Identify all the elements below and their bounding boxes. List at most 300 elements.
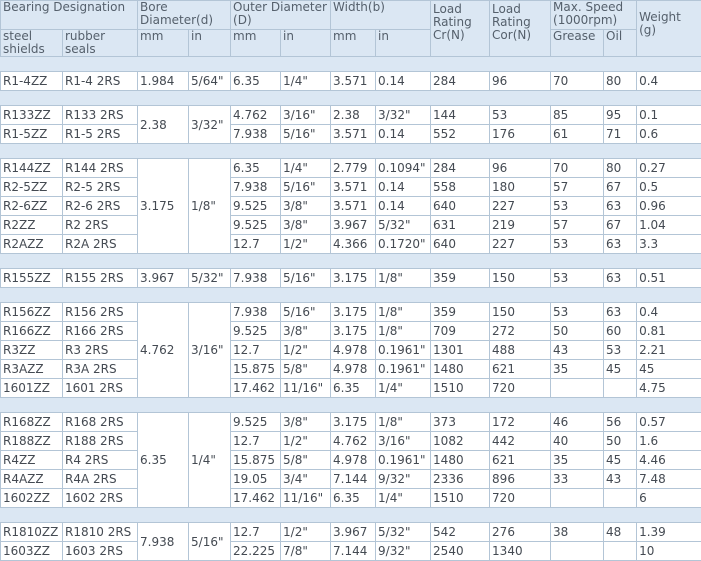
oil-cell: 80 bbox=[604, 159, 637, 178]
weight-cell: 4.75 bbox=[637, 379, 701, 398]
seal-cell: R2 2RS bbox=[63, 216, 138, 235]
seal-cell: R2-5 2RS bbox=[63, 178, 138, 197]
w-in-cell: 1/8" bbox=[376, 413, 431, 432]
od-mm-cell: 7.938 bbox=[231, 178, 281, 197]
seal-cell: R1-4 2RS bbox=[63, 72, 138, 91]
grease-cell: 53 bbox=[551, 197, 604, 216]
cor-cell: 621 bbox=[490, 451, 551, 470]
shield-cell: R2AZZ bbox=[1, 235, 63, 254]
header-weight: Weight (g) bbox=[637, 1, 701, 57]
cr-cell: 2540 bbox=[431, 542, 490, 561]
seal-cell: R166 2RS bbox=[63, 322, 138, 341]
oil-cell: 67 bbox=[604, 216, 637, 235]
w-mm-cell: 2.779 bbox=[331, 159, 376, 178]
seal-cell: 1603 2RS bbox=[63, 542, 138, 561]
cr-cell: 1480 bbox=[431, 451, 490, 470]
w-mm-cell: 2.38 bbox=[331, 106, 376, 125]
header-outer-diameter: Outer Diameter (D) bbox=[231, 1, 331, 30]
weight-cell: 0.81 bbox=[637, 322, 701, 341]
weight-cell: 0.1 bbox=[637, 106, 701, 125]
cr-cell: 1510 bbox=[431, 379, 490, 398]
od-mm-cell: 19.05 bbox=[231, 470, 281, 489]
w-in-cell: 3/16" bbox=[376, 432, 431, 451]
od-in-cell: 5/8" bbox=[281, 451, 331, 470]
header-width-mm: mm bbox=[331, 30, 376, 57]
group-spacer-row bbox=[1, 57, 701, 72]
table-row bbox=[1, 235, 701, 254]
od-mm-cell: 12.7 bbox=[231, 341, 281, 360]
w-mm-cell: 6.35 bbox=[331, 379, 376, 398]
od-in-cell: 1/4" bbox=[281, 159, 331, 178]
header-outer-in: in bbox=[281, 30, 331, 57]
cor-cell: 720 bbox=[490, 489, 551, 508]
table-row bbox=[1, 451, 701, 470]
w-in-cell: 0.14 bbox=[376, 197, 431, 216]
seal-cell: R156 2RS bbox=[63, 303, 138, 322]
table-row bbox=[1, 178, 701, 197]
group-spacer-row bbox=[1, 144, 701, 159]
w-in-cell: 0.1720" bbox=[376, 235, 431, 254]
weight-cell: 0.4 bbox=[637, 303, 701, 322]
shield-cell: R156ZZ bbox=[1, 303, 63, 322]
cr-cell: 373 bbox=[431, 413, 490, 432]
table-row bbox=[1, 379, 701, 398]
bore-mm-cell: 1.984 bbox=[138, 72, 189, 91]
od-in-cell: 3/4" bbox=[281, 470, 331, 489]
cor-cell: 176 bbox=[490, 125, 551, 144]
table-row bbox=[1, 216, 701, 235]
od-in-cell: 1/2" bbox=[281, 341, 331, 360]
od-mm-cell: 7.938 bbox=[231, 303, 281, 322]
cor-cell: 96 bbox=[490, 159, 551, 178]
header-bore-in: in bbox=[189, 30, 231, 57]
cr-cell: 1082 bbox=[431, 432, 490, 451]
grease-cell: 40 bbox=[551, 432, 604, 451]
shield-cell: R1-4ZZ bbox=[1, 72, 63, 91]
seal-cell: R1810 2RS bbox=[63, 523, 138, 542]
od-in-cell: 1/2" bbox=[281, 235, 331, 254]
cor-cell: 1340 bbox=[490, 542, 551, 561]
bore-mm-cell: 4.762 bbox=[138, 303, 189, 398]
w-mm-cell: 3.967 bbox=[331, 216, 376, 235]
od-in-cell: 1/2" bbox=[281, 432, 331, 451]
header-width: Width(b) bbox=[331, 1, 431, 30]
shield-cell: R2ZZ bbox=[1, 216, 63, 235]
header-max-speed: Max. Speed (1000rpm) bbox=[551, 1, 637, 30]
cor-cell: 896 bbox=[490, 470, 551, 489]
shield-cell: R166ZZ bbox=[1, 322, 63, 341]
grease-cell: 57 bbox=[551, 216, 604, 235]
shield-cell: R3AZZ bbox=[1, 360, 63, 379]
weight-cell: 2.21 bbox=[637, 341, 701, 360]
grease-cell bbox=[551, 542, 604, 561]
group-spacer-row bbox=[1, 508, 701, 523]
grease-cell: 38 bbox=[551, 523, 604, 542]
group-spacer bbox=[1, 508, 701, 523]
shield-cell: R144ZZ bbox=[1, 159, 63, 178]
bore-in-cell: 1/4" bbox=[189, 413, 231, 508]
table-row bbox=[1, 432, 701, 451]
header-oil: Oil bbox=[604, 30, 637, 57]
group-spacer-row bbox=[1, 91, 701, 106]
w-mm-cell: 4.978 bbox=[331, 341, 376, 360]
group-spacer-row bbox=[1, 398, 701, 413]
shield-cell: R1-5ZZ bbox=[1, 125, 63, 144]
cr-cell: 284 bbox=[431, 72, 490, 91]
weight-cell: 45 bbox=[637, 360, 701, 379]
seal-cell: 1601 2RS bbox=[63, 379, 138, 398]
grease-cell: 33 bbox=[551, 470, 604, 489]
seal-cell: R144 2RS bbox=[63, 159, 138, 178]
seal-cell: R3A 2RS bbox=[63, 360, 138, 379]
w-mm-cell: 7.144 bbox=[331, 542, 376, 561]
oil-cell: 63 bbox=[604, 235, 637, 254]
w-mm-cell: 4.978 bbox=[331, 360, 376, 379]
weight-cell: 1.39 bbox=[637, 523, 701, 542]
w-in-cell: 9/32" bbox=[376, 542, 431, 561]
od-mm-cell: 15.875 bbox=[231, 360, 281, 379]
cr-cell: 144 bbox=[431, 106, 490, 125]
seal-cell: R4A 2RS bbox=[63, 470, 138, 489]
od-mm-cell: 9.525 bbox=[231, 322, 281, 341]
cr-cell: 1510 bbox=[431, 489, 490, 508]
shield-cell: R4AZZ bbox=[1, 470, 63, 489]
grease-cell: 50 bbox=[551, 322, 604, 341]
grease-cell: 35 bbox=[551, 360, 604, 379]
od-in-cell: 5/8" bbox=[281, 360, 331, 379]
w-mm-cell: 3.175 bbox=[331, 413, 376, 432]
seal-cell: R155 2RS bbox=[63, 269, 138, 288]
weight-cell: 0.4 bbox=[637, 72, 701, 91]
oil-cell: 63 bbox=[604, 197, 637, 216]
oil-cell: 67 bbox=[604, 178, 637, 197]
w-in-cell: 0.1961" bbox=[376, 360, 431, 379]
cor-cell: 96 bbox=[490, 72, 551, 91]
w-in-cell: 0.1961" bbox=[376, 451, 431, 470]
seal-cell: R1-5 2RS bbox=[63, 125, 138, 144]
cor-cell: 53 bbox=[490, 106, 551, 125]
cr-cell: 640 bbox=[431, 235, 490, 254]
grease-cell: 85 bbox=[551, 106, 604, 125]
seal-cell: R2-6 2RS bbox=[63, 197, 138, 216]
shield-cell: 1601ZZ bbox=[1, 379, 63, 398]
cr-cell: 631 bbox=[431, 216, 490, 235]
w-in-cell: 0.1094" bbox=[376, 159, 431, 178]
w-mm-cell: 4.366 bbox=[331, 235, 376, 254]
w-mm-cell: 3.571 bbox=[331, 72, 376, 91]
oil-cell: 53 bbox=[604, 341, 637, 360]
od-mm-cell: 6.35 bbox=[231, 72, 281, 91]
weight-cell: 0.57 bbox=[637, 413, 701, 432]
cr-cell: 558 bbox=[431, 178, 490, 197]
table-row bbox=[1, 470, 701, 489]
od-in-cell: 3/8" bbox=[281, 413, 331, 432]
w-mm-cell: 3.967 bbox=[331, 523, 376, 542]
group-spacer-row bbox=[1, 288, 701, 303]
group-spacer-row bbox=[1, 254, 701, 269]
w-mm-cell: 3.175 bbox=[331, 269, 376, 288]
grease-cell: 53 bbox=[551, 269, 604, 288]
w-in-cell: 1/8" bbox=[376, 303, 431, 322]
shield-cell: 1602ZZ bbox=[1, 489, 63, 508]
table-row bbox=[1, 72, 701, 91]
seal-cell: R2A 2RS bbox=[63, 235, 138, 254]
cor-cell: 227 bbox=[490, 235, 551, 254]
table-row bbox=[1, 489, 701, 508]
oil-cell: 95 bbox=[604, 106, 637, 125]
od-in-cell: 7/8" bbox=[281, 542, 331, 561]
w-mm-cell: 3.571 bbox=[331, 197, 376, 216]
table-row bbox=[1, 159, 701, 178]
cor-cell: 442 bbox=[490, 432, 551, 451]
w-mm-cell: 4.762 bbox=[331, 432, 376, 451]
oil-cell: 48 bbox=[604, 523, 637, 542]
bore-mm-cell: 3.967 bbox=[138, 269, 189, 288]
shield-cell: R168ZZ bbox=[1, 413, 63, 432]
w-mm-cell: 3.571 bbox=[331, 178, 376, 197]
oil-cell bbox=[604, 542, 637, 561]
w-in-cell: 3/32" bbox=[376, 106, 431, 125]
bore-mm-cell: 7.938 bbox=[138, 523, 189, 561]
oil-cell bbox=[604, 489, 637, 508]
od-in-cell: 1/4" bbox=[281, 72, 331, 91]
grease-cell bbox=[551, 379, 604, 398]
cr-cell: 709 bbox=[431, 322, 490, 341]
cor-cell: 488 bbox=[490, 341, 551, 360]
group-spacer bbox=[1, 57, 701, 72]
header-load-rating-cr: Load Rating Cr(N) bbox=[431, 1, 490, 57]
bore-in-cell: 5/64" bbox=[189, 72, 231, 91]
oil-cell: 43 bbox=[604, 470, 637, 489]
cor-cell: 150 bbox=[490, 303, 551, 322]
od-in-cell: 3/8" bbox=[281, 216, 331, 235]
weight-cell: 0.6 bbox=[637, 125, 701, 144]
header-row-secondary bbox=[1, 30, 701, 57]
od-mm-cell: 12.7 bbox=[231, 523, 281, 542]
w-in-cell: 9/32" bbox=[376, 470, 431, 489]
header-row-primary bbox=[1, 1, 701, 30]
cor-cell: 172 bbox=[490, 413, 551, 432]
seal-cell: R3 2RS bbox=[63, 341, 138, 360]
shield-cell: R4ZZ bbox=[1, 451, 63, 470]
table-row bbox=[1, 197, 701, 216]
od-in-cell: 1/2" bbox=[281, 523, 331, 542]
weight-cell: 1.6 bbox=[637, 432, 701, 451]
header-steel-shields: steel shields bbox=[1, 30, 63, 57]
w-mm-cell: 3.571 bbox=[331, 125, 376, 144]
cor-cell: 180 bbox=[490, 178, 551, 197]
table-row bbox=[1, 523, 701, 542]
od-mm-cell: 15.875 bbox=[231, 451, 281, 470]
cr-cell: 1480 bbox=[431, 360, 490, 379]
bore-in-cell: 3/32" bbox=[189, 106, 231, 144]
od-in-cell: 5/16" bbox=[281, 125, 331, 144]
od-mm-cell: 4.762 bbox=[231, 106, 281, 125]
bore-mm-cell: 3.175 bbox=[138, 159, 189, 254]
od-mm-cell: 6.35 bbox=[231, 159, 281, 178]
table-row bbox=[1, 269, 701, 288]
od-mm-cell: 7.938 bbox=[231, 269, 281, 288]
od-in-cell: 11/16" bbox=[281, 379, 331, 398]
w-mm-cell: 7.144 bbox=[331, 470, 376, 489]
grease-cell: 70 bbox=[551, 159, 604, 178]
weight-cell: 1.04 bbox=[637, 216, 701, 235]
cr-cell: 284 bbox=[431, 159, 490, 178]
seal-cell: R188 2RS bbox=[63, 432, 138, 451]
oil-cell: 63 bbox=[604, 303, 637, 322]
od-in-cell: 5/16" bbox=[281, 269, 331, 288]
bore-in-cell: 3/16" bbox=[189, 303, 231, 398]
table-row bbox=[1, 341, 701, 360]
group-spacer bbox=[1, 288, 701, 303]
weight-cell: 7.48 bbox=[637, 470, 701, 489]
shield-cell: R1810ZZ bbox=[1, 523, 63, 542]
oil-cell: 50 bbox=[604, 432, 637, 451]
oil-cell: 60 bbox=[604, 322, 637, 341]
cor-cell: 272 bbox=[490, 322, 551, 341]
cr-cell: 1301 bbox=[431, 341, 490, 360]
header-bearing-designation: Bearing Designation bbox=[1, 1, 138, 30]
seal-cell: 1602 2RS bbox=[63, 489, 138, 508]
w-in-cell: 5/32" bbox=[376, 216, 431, 235]
cr-cell: 2336 bbox=[431, 470, 490, 489]
shield-cell: R133ZZ bbox=[1, 106, 63, 125]
w-mm-cell: 3.175 bbox=[331, 303, 376, 322]
table-row bbox=[1, 106, 701, 125]
group-spacer bbox=[1, 254, 701, 269]
cor-cell: 227 bbox=[490, 197, 551, 216]
bore-in-cell: 5/16" bbox=[189, 523, 231, 561]
od-in-cell: 5/16" bbox=[281, 303, 331, 322]
oil-cell: 56 bbox=[604, 413, 637, 432]
bore-in-cell: 5/32" bbox=[189, 269, 231, 288]
w-in-cell: 1/4" bbox=[376, 379, 431, 398]
shield-cell: R2-5ZZ bbox=[1, 178, 63, 197]
weight-cell: 0.51 bbox=[637, 269, 701, 288]
od-mm-cell: 17.462 bbox=[231, 489, 281, 508]
table-row bbox=[1, 125, 701, 144]
od-in-cell: 11/16" bbox=[281, 489, 331, 508]
weight-cell: 4.46 bbox=[637, 451, 701, 470]
cr-cell: 359 bbox=[431, 303, 490, 322]
grease-cell: 43 bbox=[551, 341, 604, 360]
grease-cell: 57 bbox=[551, 178, 604, 197]
w-in-cell: 5/32" bbox=[376, 523, 431, 542]
bore-in-cell: 1/8" bbox=[189, 159, 231, 254]
cr-cell: 359 bbox=[431, 269, 490, 288]
grease-cell: 53 bbox=[551, 235, 604, 254]
shield-cell: R155ZZ bbox=[1, 269, 63, 288]
cr-cell: 640 bbox=[431, 197, 490, 216]
header-grease: Grease bbox=[551, 30, 604, 57]
cor-cell: 276 bbox=[490, 523, 551, 542]
header-load-rating-cor: Load Rating Cor(N) bbox=[490, 1, 551, 57]
header-width-in: in bbox=[376, 30, 431, 57]
w-mm-cell: 4.978 bbox=[331, 451, 376, 470]
od-in-cell: 3/8" bbox=[281, 322, 331, 341]
cor-cell: 720 bbox=[490, 379, 551, 398]
od-in-cell: 3/8" bbox=[281, 197, 331, 216]
w-in-cell: 1/4" bbox=[376, 489, 431, 508]
od-mm-cell: 9.525 bbox=[231, 413, 281, 432]
oil-cell bbox=[604, 379, 637, 398]
oil-cell: 80 bbox=[604, 72, 637, 91]
od-mm-cell: 12.7 bbox=[231, 432, 281, 451]
shield-cell: R188ZZ bbox=[1, 432, 63, 451]
weight-cell: 0.27 bbox=[637, 159, 701, 178]
cor-cell: 150 bbox=[490, 269, 551, 288]
grease-cell: 53 bbox=[551, 303, 604, 322]
od-mm-cell: 17.462 bbox=[231, 379, 281, 398]
header-bore-mm: mm bbox=[138, 30, 189, 57]
shield-cell: R2-6ZZ bbox=[1, 197, 63, 216]
oil-cell: 71 bbox=[604, 125, 637, 144]
seal-cell: R133 2RS bbox=[63, 106, 138, 125]
w-mm-cell: 6.35 bbox=[331, 489, 376, 508]
od-mm-cell: 9.525 bbox=[231, 216, 281, 235]
bore-mm-cell: 6.35 bbox=[138, 413, 189, 508]
table-row bbox=[1, 303, 701, 322]
grease-cell: 35 bbox=[551, 451, 604, 470]
bore-mm-cell: 2.38 bbox=[138, 106, 189, 144]
table-row bbox=[1, 542, 701, 561]
od-in-cell: 5/16" bbox=[281, 178, 331, 197]
w-mm-cell: 3.175 bbox=[331, 322, 376, 341]
weight-cell: 0.96 bbox=[637, 197, 701, 216]
table-row bbox=[1, 322, 701, 341]
group-spacer bbox=[1, 398, 701, 413]
grease-cell: 61 bbox=[551, 125, 604, 144]
w-in-cell: 1/8" bbox=[376, 322, 431, 341]
shield-cell: R3ZZ bbox=[1, 341, 63, 360]
od-mm-cell: 22.225 bbox=[231, 542, 281, 561]
w-in-cell: 1/8" bbox=[376, 269, 431, 288]
grease-cell bbox=[551, 489, 604, 508]
group-spacer bbox=[1, 144, 701, 159]
header-outer-mm: mm bbox=[231, 30, 281, 57]
w-in-cell: 0.1961" bbox=[376, 341, 431, 360]
seal-cell: R168 2RS bbox=[63, 413, 138, 432]
shield-cell: 1603ZZ bbox=[1, 542, 63, 561]
od-mm-cell: 7.938 bbox=[231, 125, 281, 144]
cor-cell: 621 bbox=[490, 360, 551, 379]
w-in-cell: 0.14 bbox=[376, 125, 431, 144]
table-row bbox=[1, 360, 701, 379]
cor-cell: 219 bbox=[490, 216, 551, 235]
cr-cell: 542 bbox=[431, 523, 490, 542]
header-bore-diameter: Bore Diameter(d) bbox=[138, 1, 231, 30]
header-rubber-seals: rubber seals bbox=[63, 30, 138, 57]
table-row bbox=[1, 413, 701, 432]
weight-cell: 10 bbox=[637, 542, 701, 561]
weight-cell: 3.3 bbox=[637, 235, 701, 254]
group-spacer bbox=[1, 91, 701, 106]
seal-cell: R4 2RS bbox=[63, 451, 138, 470]
od-mm-cell: 12.7 bbox=[231, 235, 281, 254]
weight-cell: 6 bbox=[637, 489, 701, 508]
weight-cell: 0.5 bbox=[637, 178, 701, 197]
od-mm-cell: 9.525 bbox=[231, 197, 281, 216]
grease-cell: 46 bbox=[551, 413, 604, 432]
oil-cell: 45 bbox=[604, 360, 637, 379]
oil-cell: 63 bbox=[604, 269, 637, 288]
od-in-cell: 3/16" bbox=[281, 106, 331, 125]
oil-cell: 45 bbox=[604, 451, 637, 470]
cr-cell: 552 bbox=[431, 125, 490, 144]
w-in-cell: 0.14 bbox=[376, 178, 431, 197]
grease-cell: 70 bbox=[551, 72, 604, 91]
w-in-cell: 0.14 bbox=[376, 72, 431, 91]
